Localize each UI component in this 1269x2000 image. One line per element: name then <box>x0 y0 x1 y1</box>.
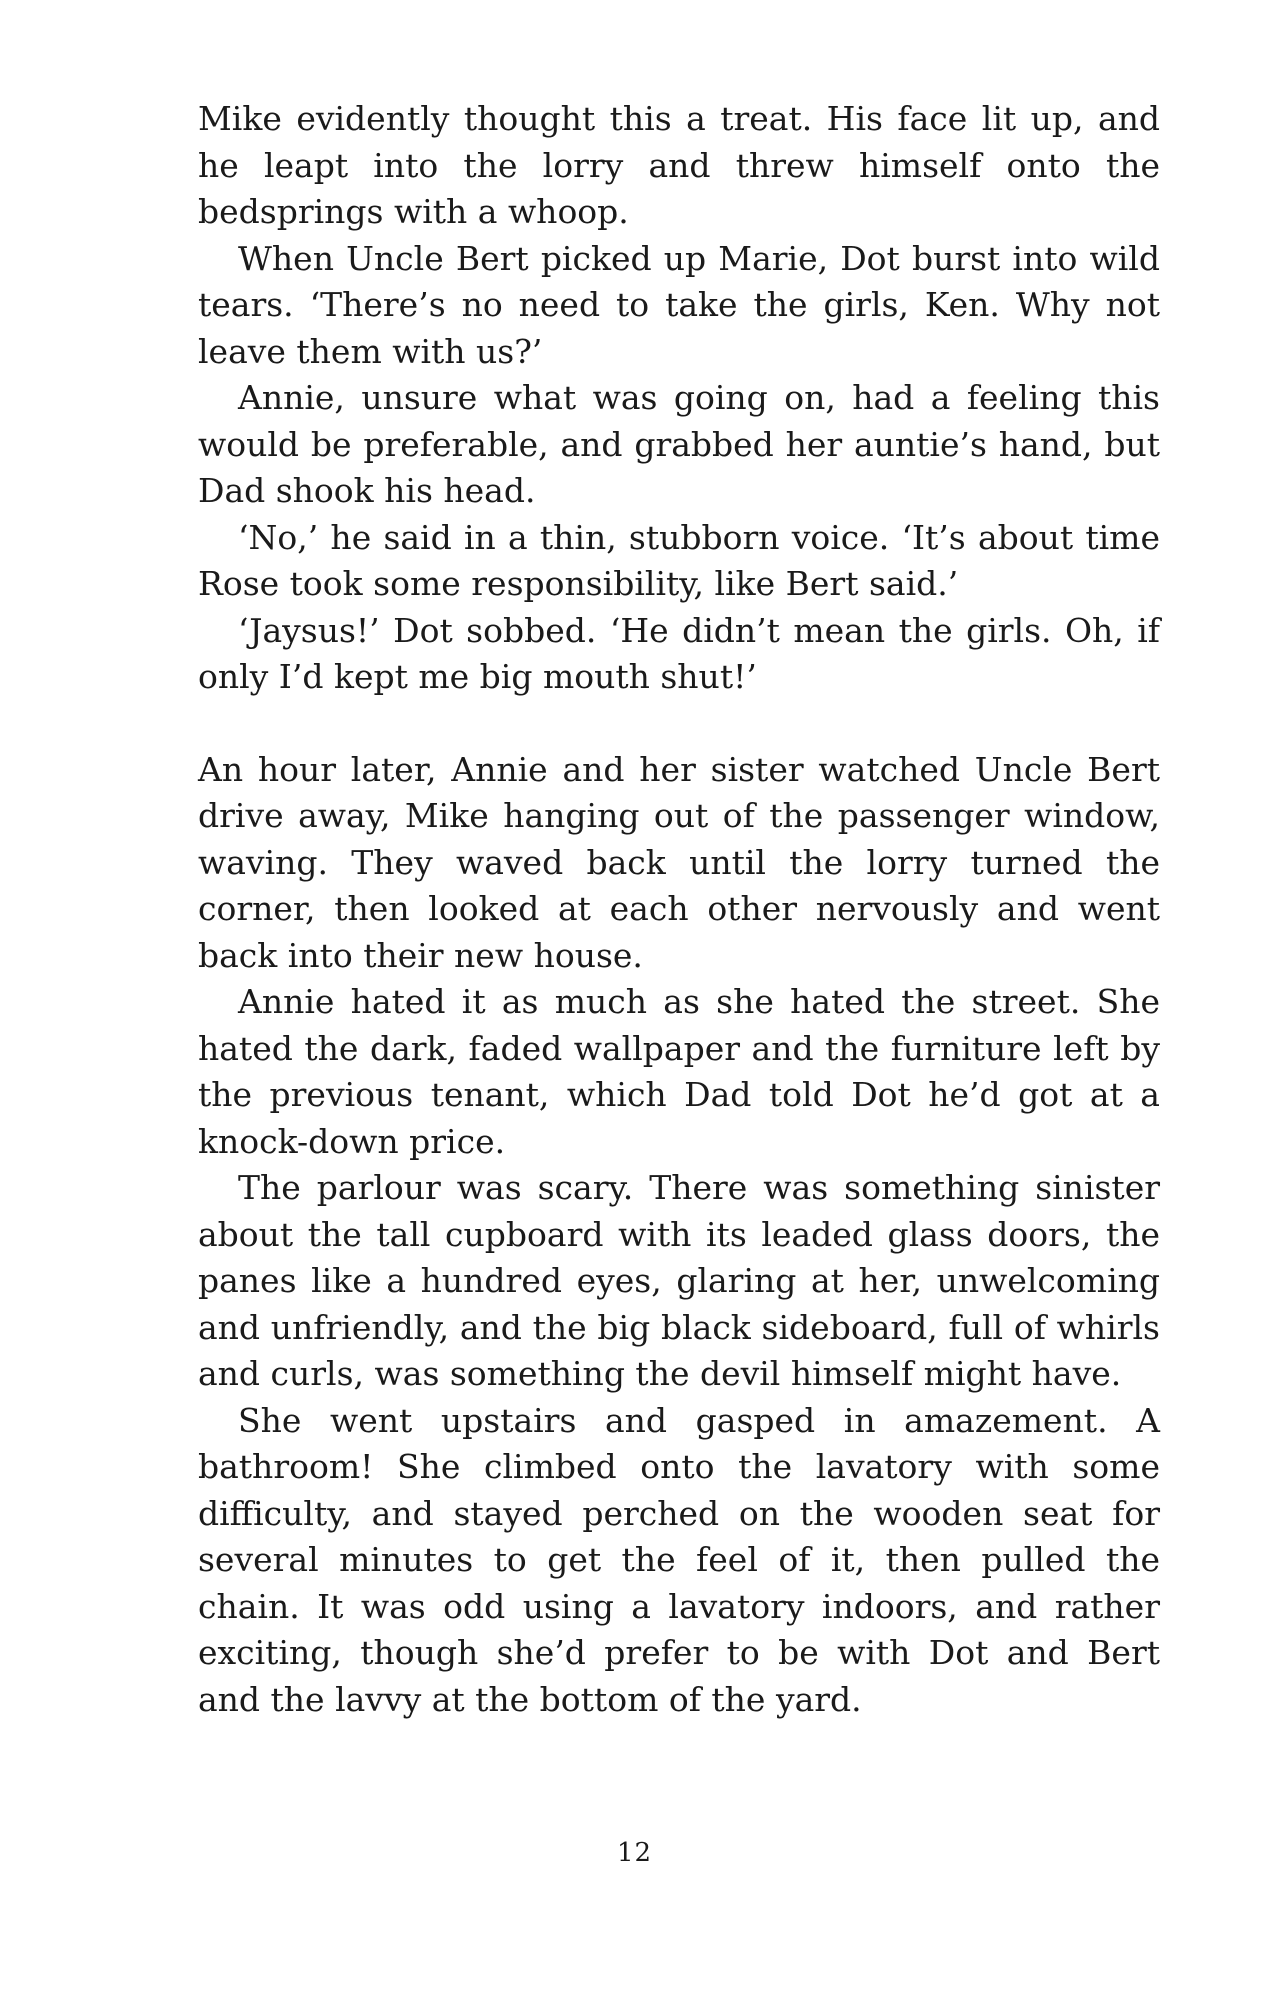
paragraph: Mike evidently thought this a treat. His face lit up, and he leapt into the lorry and threw himself onto the bedsprings with a whoop. <box>198 99 1160 231</box>
paragraph: ‘No,’ he said in a thin, stubborn voice. ‘It’s about time Rose took some responsibility, like Bert said.’ <box>198 517 1160 603</box>
paragraph: ‘Jaysus!’ Dot sobbed. ‘He didn’t mean the girls. Oh, if only I’d kept me big mouth shut!’ <box>198 610 1160 696</box>
paragraph: Annie hated it as much as she hated the street. She hated the dark, faded wallpaper and the furniture left by the previous tenant, which Dad told Dot he’d got at a knock-down price. <box>198 982 1160 1161</box>
paragraph: Annie, unsure what was going on, had a feeling this would be preferable, and grabbed her auntie’s hand, but Dad shook his head. <box>198 378 1160 510</box>
paragraph: An hour later, Annie and her sister watched Uncle Bert drive away, Mike hanging out of the passenger window, waving. They waved back until the lorry turned the corner, then looked at each other nervously and went back into their new house. <box>198 749 1160 975</box>
paragraph: She went upstairs and gasped in amazement. A bathroom! She climbed onto the lavatory with some difficulty, and stayed perched on the wooden seat for several minutes to get the feel of it, then pulled the chain. It was odd using a lavatory indoors, and rather exciting, though she’d prefer to be with Dot and Bert and the lavvy at the bottom of the yard. <box>198 1400 1160 1719</box>
page-number: 12 <box>616 1838 653 1868</box>
body-text <box>198 96 1160 1723</box>
paragraph: When Uncle Bert picked up Marie, Dot burst into wild tears. ‘There’s no need to take the girls, Ken. Why not leave them with us?’ <box>198 238 1160 371</box>
paragraph: The parlour was scary. There was something sinister about the tall cupboard with its leaded glass doors, the panes like a hundred eyes, glaring at her, unwelcoming and unfriendly, and the big black sideboard, full of whirls and curls, was something the devil himself might have. <box>198 1168 1160 1393</box>
section-break <box>198 701 1160 747</box>
